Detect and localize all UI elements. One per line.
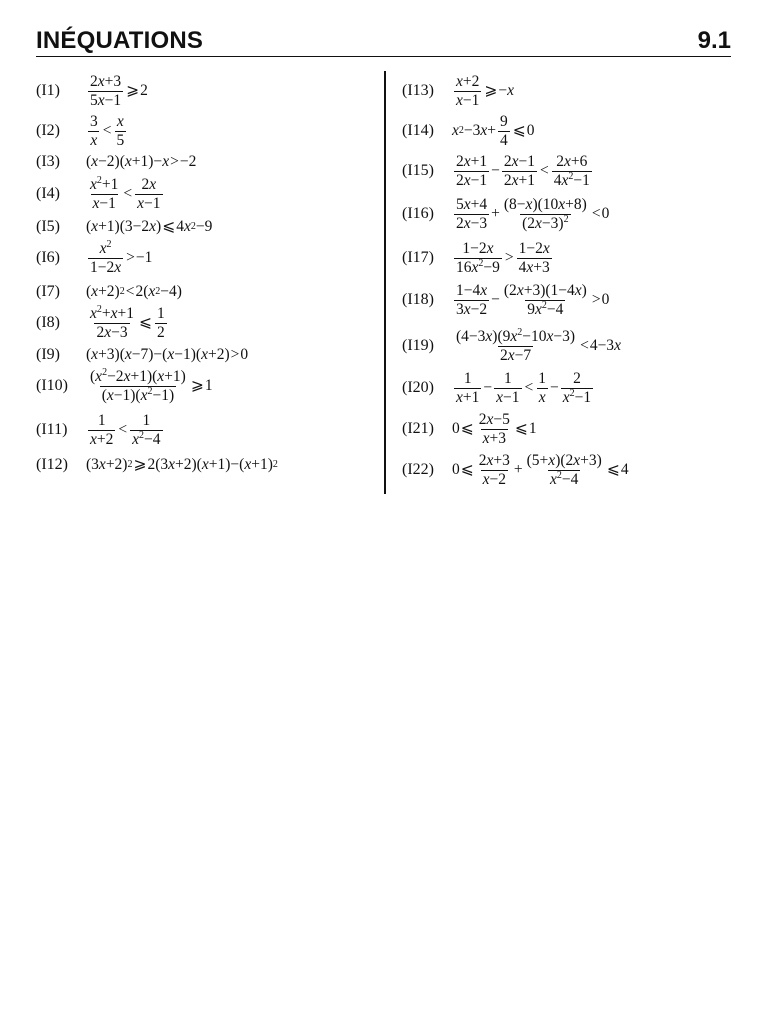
exercise-label: (I20): [402, 379, 434, 396]
exercise-label: (I11): [36, 421, 68, 438]
exercise-i20: [402, 371, 762, 405]
exercise-i9: [36, 346, 396, 364]
exercise-label: (I14): [402, 122, 434, 139]
page-header: [36, 26, 731, 57]
exercise-label: (I12): [36, 456, 68, 473]
exercise-expression: $x^2+1$ x−1 < 2x x−1: [90, 175, 161, 212]
exercise-expression: ( x −2)( x +1)− x > −2: [86, 153, 197, 171]
exercise-expression: 2x+3 5x−1 ⩾ 2: [90, 73, 148, 109]
exercise-expression: 3 x < x 5: [90, 113, 125, 149]
exercise-expression: x 2 −3 x + 9 4 ⩽ 0: [452, 113, 535, 149]
exercise-i22: [402, 453, 762, 487]
exercise-expression: $(x^2-2x+1)(x+1)$ $(x-1)(x^2-1)$ ⩾ 1: [90, 367, 213, 404]
exercise-label: (I19): [402, 337, 434, 354]
exercise-i10: [36, 369, 396, 403]
exercise-i6: [36, 241, 396, 275]
exercise-label: (I21): [402, 420, 434, 437]
exercise-i11: [36, 413, 396, 447]
exercise-i1: [36, 74, 396, 108]
exercise-i3: [36, 153, 396, 171]
exercise-expression: 2x+1 2x−1 − 2x−1 2x+1 < 2x+6 $4x^2-1$: [456, 153, 590, 189]
exercise-expression: ( x +3)( x −7)−( x −1)( x +2) > 0: [86, 346, 249, 364]
exercise-label: (I6): [36, 249, 60, 266]
exercise-label: (I2): [36, 122, 60, 139]
exercise-expression: ( x +2) 2 < 2( x 2 −4): [86, 283, 182, 301]
exercise-i14: [402, 114, 762, 148]
exercise-i4: [36, 177, 396, 211]
exercise-label: (I16): [402, 205, 434, 222]
exercise-i19: [402, 329, 762, 363]
exercise-expression: 1 x+1 − 1 x−1 < 1 x − 2 $x^2-1$: [456, 370, 592, 406]
exercise-i17: [402, 241, 762, 275]
exercise-expression: 0 ⩽ 2x−5 x+3 ⩽ 1: [452, 411, 537, 447]
exercise-label: (I17): [402, 249, 434, 266]
exercise-expression: 5x+4 2x−3 + (8−x)(10x+8) $(2x-3)^2$ < 0: [456, 196, 610, 232]
exercise-i16: [402, 197, 762, 231]
exercise-label: (I10): [36, 377, 68, 394]
exercise-label: (I13): [402, 82, 434, 99]
section-number: 9.1: [697, 27, 731, 54]
page-title: INÉQUATIONS: [36, 27, 204, 54]
exercise-expression: $x^2+x+1$ 2x−3 ⩽ 1 2: [90, 304, 165, 341]
exercise-i18: [402, 283, 762, 317]
exercise-label: (I22): [402, 461, 434, 478]
exercise-expression: (3 x +2) 2 ⩾ 2(3 x +2)( x +1)−( x +1) 2: [86, 456, 278, 474]
exercise-label: (I5): [36, 218, 60, 235]
exercise-label: (I4): [36, 185, 60, 202]
exercise-i5: [36, 218, 396, 236]
exercise-label: (I1): [36, 82, 60, 99]
exercise-expression: 1−4x 3x−2 − (2x+3)(1−4x) $9x^2-4$ > 0: [456, 282, 610, 318]
exercise-label: (I18): [402, 291, 434, 308]
exercise-label: (I7): [36, 283, 60, 300]
exercise-i15: [402, 154, 762, 188]
exercise-i12: [36, 456, 396, 474]
exercise-label: (I3): [36, 153, 60, 170]
exercise-label: (I9): [36, 346, 60, 363]
exercise-i21: [402, 412, 762, 446]
exercise-i13: [402, 74, 762, 108]
exercise-expression: $x^2$ 1−2x > −1: [90, 239, 153, 276]
exercise-label: (I15): [402, 162, 434, 179]
exercise-label: (I8): [36, 314, 60, 331]
exercise-expression: 1−2x $16x^2-9$ > 1−2x 4x+3: [456, 240, 550, 276]
exercise-expression: 1 x+2 < 1 $x^2-4$: [90, 412, 161, 448]
exercise-expression: $(4-3x)(9x^2-10x-3)$ 2x−7 < 4−3 x: [456, 327, 621, 364]
exercise-expression: x+2 x−1 ⩾ − x: [456, 73, 515, 109]
exercise-i7: [36, 283, 396, 301]
exercise-i2: [36, 114, 396, 148]
exercise-i8: [36, 306, 396, 340]
exercise-expression: 0 ⩽ 2x+3 x−2 + (5+x)(2x+3) $x^2-4$ ⩽ 4: [452, 452, 629, 488]
exercise-expression: ( x +1)(3−2 x ) ⩽ 4 x 2 −9: [86, 218, 213, 236]
